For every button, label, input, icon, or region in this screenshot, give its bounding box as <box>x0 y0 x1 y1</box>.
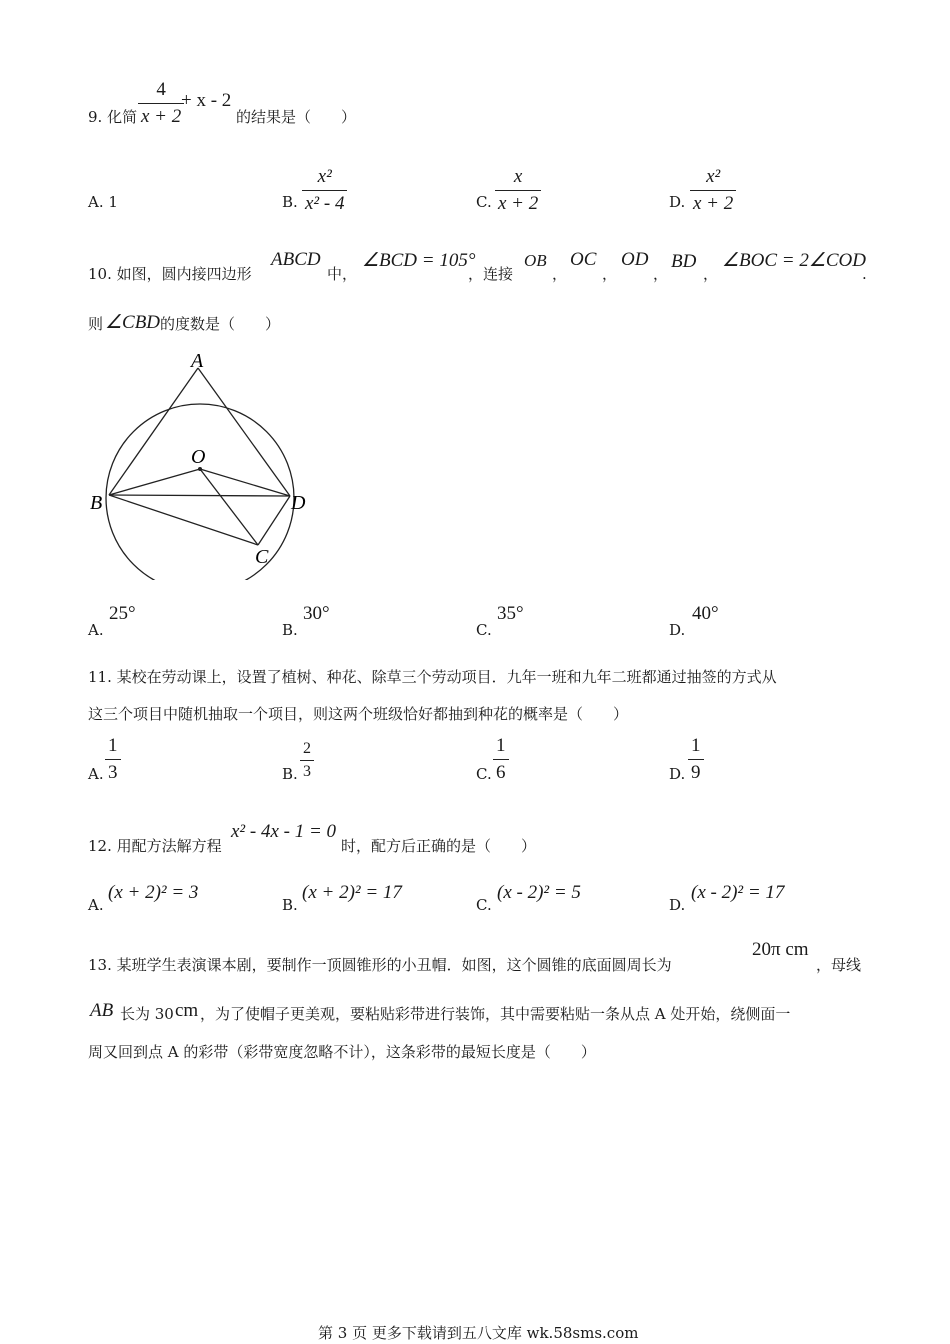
q10-angle: ∠BCD = 105° <box>362 250 476 271</box>
segment-bc <box>109 495 258 545</box>
q12-option-c-value: (x - 2)² = 5 <box>497 882 581 903</box>
q11-option-c-fraction <box>493 735 509 784</box>
q9-frac-num: 4 <box>156 79 166 100</box>
q9-b-den: x² - 4 <box>302 190 347 215</box>
q10-comma-4: ， <box>703 265 719 283</box>
q10-option-c-value: 35° <box>497 603 524 624</box>
q12-option-c-label[interactable]: C. <box>476 896 492 914</box>
q13-line-3: 周又回到点 A 的彩带（彩带宽度忽略不计），这条彩带的最短长度是（ ） <box>88 1043 596 1061</box>
q12-option-a-value: (x + 2)² = 3 <box>108 882 199 903</box>
q11-line-1: 11. 某校在劳动课上，设置了植树、种花、除草三个劳动项目．九年一班和九年二班都通过抽签的方式从 <box>88 668 777 686</box>
q10-period: . <box>862 265 867 283</box>
q10-mid: 中， <box>327 265 358 283</box>
q10-option-d-label[interactable]: D. <box>669 621 686 639</box>
q11-line-2: 这三个项目中随机抽取一个项目，则这两个班级恰好都抽到种花的概率是（ ） <box>88 705 629 723</box>
q13-line-2-b: ，为了使帽子更美观，要粘贴彩带进行装饰，其中需要粘贴一条从点 A 处开始，绕侧面一 <box>200 1005 791 1023</box>
q9-option-b-label[interactable]: B. <box>282 193 298 211</box>
q12-equation: x² - 4x - 1 = 0 <box>231 821 337 842</box>
q11-option-b-label[interactable]: B. <box>282 765 298 783</box>
q10-line2-prefix: 则 <box>88 315 104 333</box>
q11-option-d-fraction <box>688 735 704 784</box>
q12-stem-prefix: 12. 用配方法解方程 <box>88 837 222 855</box>
q10-relation: ∠BOC = 2∠COD <box>722 250 867 271</box>
q13-line-1-suffix: ，母线 <box>816 956 862 974</box>
label-a: A <box>191 350 204 372</box>
q11-c-den: 6 <box>493 759 509 784</box>
q10-comma-2: ， <box>602 265 618 283</box>
q11-d-num: 1 <box>691 735 701 756</box>
segment-ab <box>109 368 198 495</box>
q12-option-d-value: (x - 2)² = 17 <box>691 882 785 903</box>
q10-option-c-label[interactable]: C. <box>476 621 492 639</box>
q9-option-d-fraction <box>690 166 736 215</box>
segment-ad <box>198 368 290 496</box>
q9-c-num: x <box>513 166 523 187</box>
q13-line-2-a: 长为 30 <box>120 1005 174 1023</box>
page-footer: 第 3 页 更多下载请到五八文库 wk.58sms.com <box>318 1324 639 1342</box>
q9-b-num: x² <box>317 166 332 187</box>
q13-unit: cm <box>175 1000 199 1021</box>
label-b: B <box>90 492 103 514</box>
q10-connect: ，连接 <box>468 265 514 283</box>
segment-od <box>200 469 290 496</box>
segment-ob <box>109 469 200 495</box>
q10-figure <box>80 340 320 580</box>
q9-option-b-fraction <box>302 166 347 215</box>
segment-bd <box>109 495 290 496</box>
q10-seg-oc: OC <box>570 249 597 270</box>
q12-option-d-label[interactable]: D. <box>669 896 686 914</box>
q10-option-a-value: 25° <box>109 603 136 624</box>
q11-option-b-fraction <box>300 740 314 781</box>
q9-stem-prefix: 9. 化简 <box>88 108 138 126</box>
q11-option-c-label[interactable]: C. <box>476 765 492 783</box>
q9-d-num: x² <box>706 166 721 187</box>
q10-seg-od: OD <box>621 249 649 270</box>
q9-tail: + x - 2 <box>181 90 232 111</box>
q11-a-num: 1 <box>108 735 118 756</box>
q9-frac-den: x + 2 <box>138 103 184 128</box>
q11-option-d-label[interactable]: D. <box>669 765 686 783</box>
q10-option-d-value: 40° <box>692 603 719 624</box>
q11-b-den: 3 <box>300 760 314 781</box>
q12-stem-suffix: 时，配方后正确的是（ ） <box>341 837 537 855</box>
q10-option-a-label[interactable]: A. <box>88 621 104 639</box>
label-o: O <box>191 446 206 468</box>
q10-seg-bd: BD <box>671 251 697 272</box>
q11-c-num: 1 <box>496 735 506 756</box>
q12-option-b-value: (x + 2)² = 17 <box>302 882 402 903</box>
q13-circumference: 20π cm <box>752 939 809 960</box>
q9-d-den: x + 2 <box>690 190 736 215</box>
q9-option-d-label[interactable]: D. <box>669 193 686 211</box>
segment-oc <box>200 469 258 545</box>
q11-option-a-label[interactable]: A. <box>88 765 104 783</box>
q10-quad: ABCD <box>271 249 321 270</box>
q10-target: ∠CBD <box>105 312 161 333</box>
q9-c-den: x + 2 <box>495 190 541 215</box>
q11-b-num: 2 <box>303 740 311 757</box>
q10-option-b-value: 30° <box>303 603 330 624</box>
q12-option-b-label[interactable]: B. <box>282 896 298 914</box>
q9-stem-suffix: 的结果是（ ） <box>236 108 357 126</box>
q11-a-den: 3 <box>105 759 121 784</box>
q9-option-a[interactable]: A. 1 <box>88 193 118 211</box>
q9-fraction <box>138 79 184 128</box>
q11-option-a-fraction <box>105 735 121 784</box>
q10-comma-1: ， <box>552 265 568 283</box>
label-d: D <box>291 492 306 514</box>
q9-option-c-fraction <box>495 166 541 215</box>
q10-seg-ob: OB <box>524 251 547 270</box>
q10-option-b-label[interactable]: B. <box>282 621 298 639</box>
q10-line2-suffix: 的度数是（ ） <box>160 315 281 333</box>
q13-line-1-prefix: 13. 某班学生表演课本剧，要制作一顶圆锥形的小丑帽．如图，这个圆锥的底面圆周长为 <box>88 956 672 974</box>
q11-d-den: 9 <box>688 759 704 784</box>
q12-option-a-label[interactable]: A. <box>88 896 104 914</box>
q13-segment-ab: AB <box>90 1000 114 1021</box>
q9-option-c-label[interactable]: C. <box>476 193 492 211</box>
q10-comma-3: ， <box>653 265 669 283</box>
q10-stem-prefix: 10. 如图，圆内接四边形 <box>88 265 252 283</box>
label-c: C <box>255 546 269 568</box>
